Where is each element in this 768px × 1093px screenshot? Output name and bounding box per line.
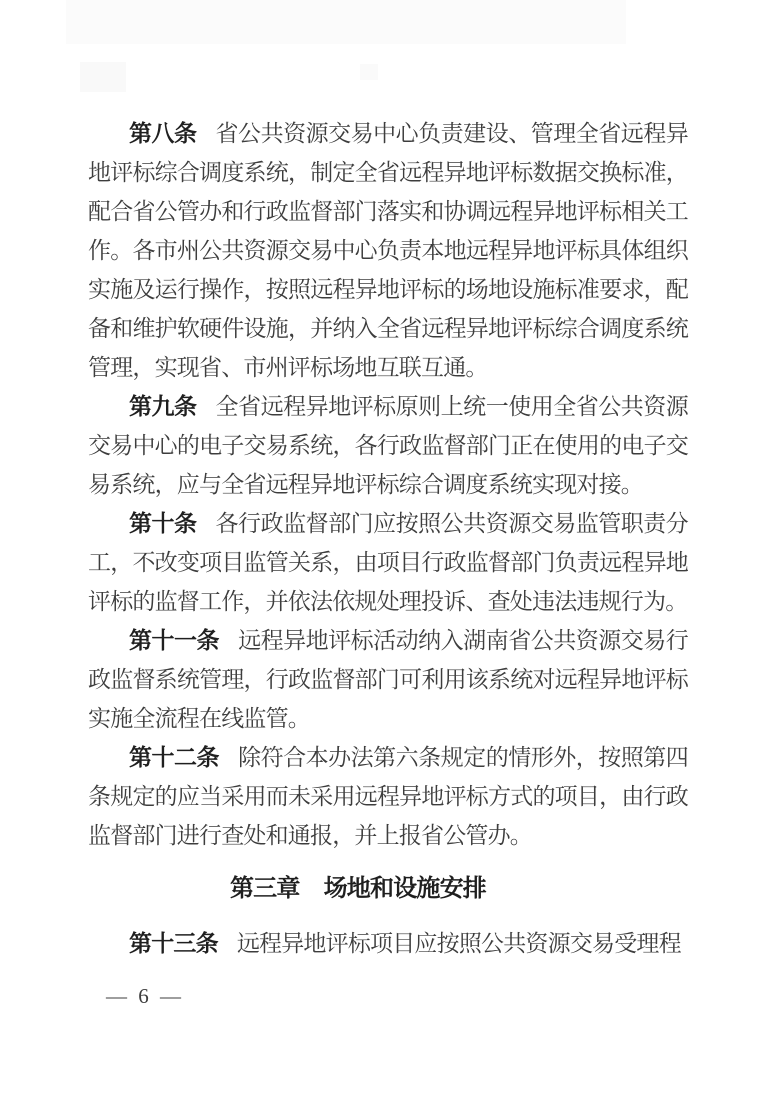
page-number: — 6 — [106,984,184,1008]
article-paragraph [88,621,688,738]
article-paragraph [88,738,688,855]
document-body [88,114,688,963]
article-number: 第十三条 [129,930,218,956]
article-paragraph [88,924,688,963]
article-text: 远程异地评标项目应按照公共资源交易受理程 [236,931,681,956]
article-paragraph [88,387,688,504]
article-number: 第九条 [129,393,197,419]
article-number: 第八条 [129,120,197,146]
article-text: 全省远程异地评标原则上统一使用全省公共资源交易中心的电子交易系统，各行政监督部门正在使用的电子交易系统，应与全省远程异地评标综合调度系统实现对接。 [88,394,688,497]
chapter-number: 第三章 [229,875,300,902]
article-paragraph [88,504,688,621]
article-number: 第十二条 [129,744,220,770]
article-text: 各行政监督部门应按照公共资源交易监管职责分工，不改变项目监管关系，由项目行政监督部门负责远程异地评标的监督工作，并依法依规处理投诉、查处违法违规行为。 [88,511,688,614]
scan-smudge [80,62,126,92]
scan-smudge [66,0,626,44]
chapter-heading [58,869,658,908]
scan-smudge [360,64,378,80]
article-number: 第十一条 [129,627,220,653]
article-number: 第十条 [129,510,197,536]
article-text: 除符合本办法第六条规定的情形外，按照第四条规定的应当采用而未采用远程异地评标方式的项目，由行政监督部门进行查处和通报，并上报省公管办。 [88,745,688,848]
article-text: 省公共资源交易中心负责建设、管理全省远程异地评标综合调度系统，制定全省远程异地评标数据交换标准，配合省公管办和行政监督部门落实和协调远程异地评标相关工作。各市州公共资源交易中心负责本地远程异地评标具体组织实施及运行操作，按照远程异地评标的场地设施标准要求，配备和维护软硬件设施，并纳入全省远程异地评标综合调度系统管理，实现省、市州评标场地互联互通。 [88,121,688,380]
article-paragraph [88,114,688,387]
article-text: 远程异地评标活动纳入湖南省公共资源交易行政监督系统管理，行政监督部门可利用该系统对远程异地评标实施全流程在线监管。 [88,628,688,731]
chapter-title: 场地和设施安排 [323,875,486,902]
